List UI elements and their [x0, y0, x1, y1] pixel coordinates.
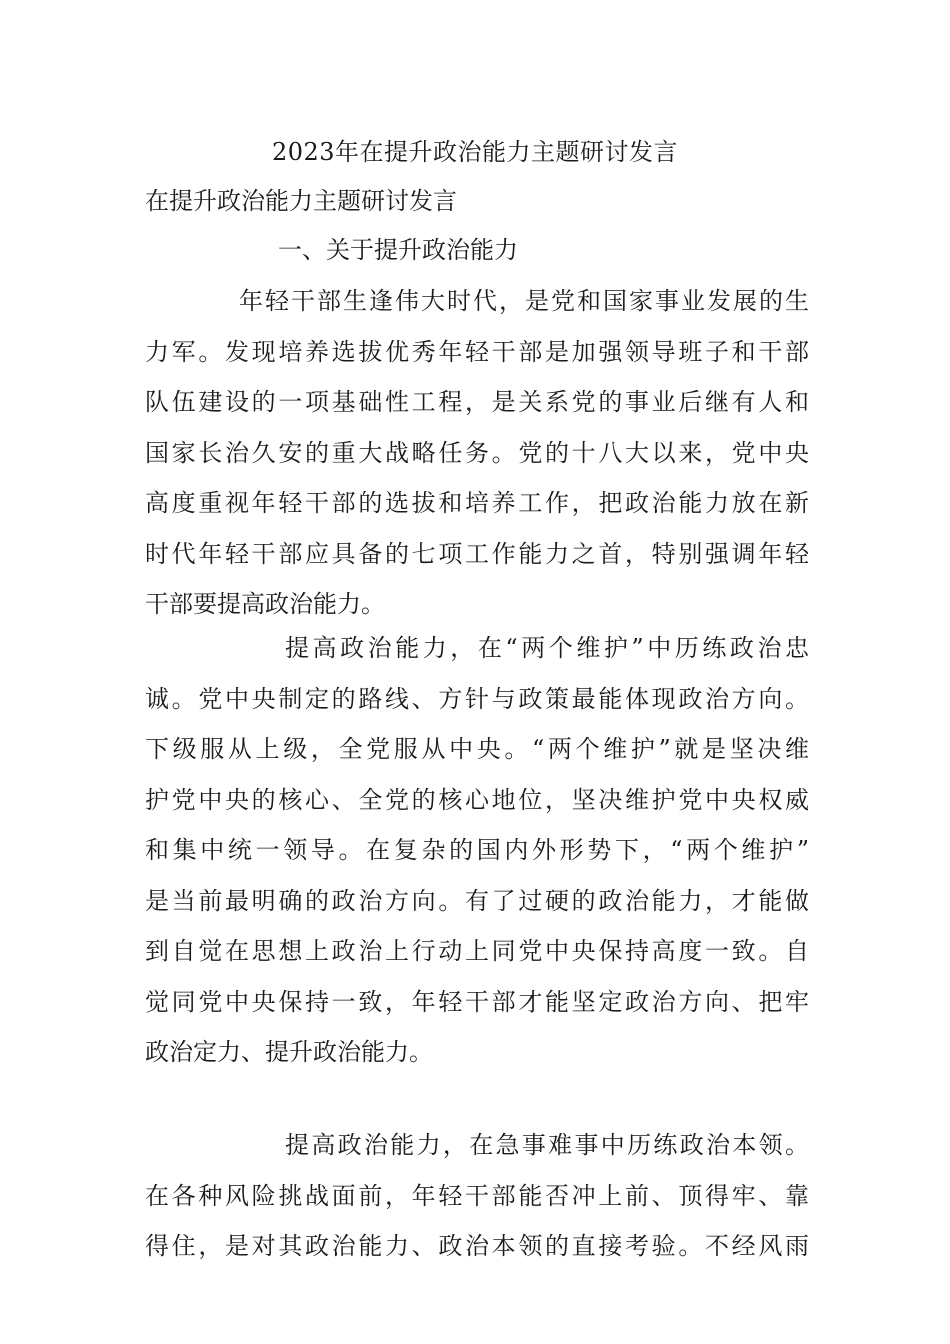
- section-heading: 一、关于提升政治能力: [278, 236, 518, 264]
- text-line: 年轻干部生逢伟大时代，是党和国家事业发展的生: [239, 287, 809, 315]
- text-line: 觉同党中央保持一致，年轻干部才能坚定政治方向、把牢: [145, 987, 809, 1016]
- document-subtitle: 在提升政治能力主题研讨发言: [145, 187, 457, 215]
- paragraph-3: [145, 1120, 809, 1272]
- text-line: 政治定力、提升政治能力。: [145, 1038, 433, 1066]
- text-line: 到自觉在思想上政治上行动上同党中央保持高度一致。自: [145, 937, 809, 965]
- document-title: 2023年在提升政治能力主题研讨发言: [271, 138, 679, 166]
- text-line: 力军。发现培养选拔优秀年轻干部是加强领导班子和干部: [145, 337, 809, 366]
- text-line: 国家长治久安的重大战略任务。党的十八大以来，党中央: [145, 438, 809, 467]
- text-line: 和集中统一领导。在复杂的国内外形势下，“两个维护”: [145, 836, 809, 864]
- text-line: 队伍建设的一项基础性工程，是关系党的事业后继有人和: [145, 388, 809, 416]
- text-line: 提高政治能力，在急事难事中历练政治本领。: [285, 1131, 809, 1159]
- paragraph-2: [145, 623, 809, 1078]
- text-line: 是当前最明确的政治方向。有了过硬的政治能力，才能做: [145, 886, 809, 915]
- text-line: 诚。党中央制定的路线、方针与政策最能体现政治方向。: [145, 684, 809, 713]
- text-line: 时代年轻干部应具备的七项工作能力之首，特别强调年轻: [145, 539, 809, 568]
- text-line: 提高政治能力，在“两个维护”中历练政治忠: [285, 634, 809, 662]
- text-line: 在各种风险挑战面前，年轻干部能否冲上前、顶得牢、靠: [145, 1181, 809, 1210]
- text-line: 得住，是对其政治能力、政治本领的直接考验。不经风雨: [145, 1232, 809, 1260]
- text-line: 干部要提高政治能力。: [145, 590, 385, 618]
- text-line: 高度重视年轻干部的选拔和培养工作，把政治能力放在新: [145, 489, 809, 517]
- text-line: 下级服从上级，全党服从中央。“两个维护”就是坚决维: [145, 735, 809, 763]
- text-line: 护党中央的核心、全党的核心地位，坚决维护党中央权威: [145, 785, 809, 814]
- paragraph-1: [145, 276, 809, 630]
